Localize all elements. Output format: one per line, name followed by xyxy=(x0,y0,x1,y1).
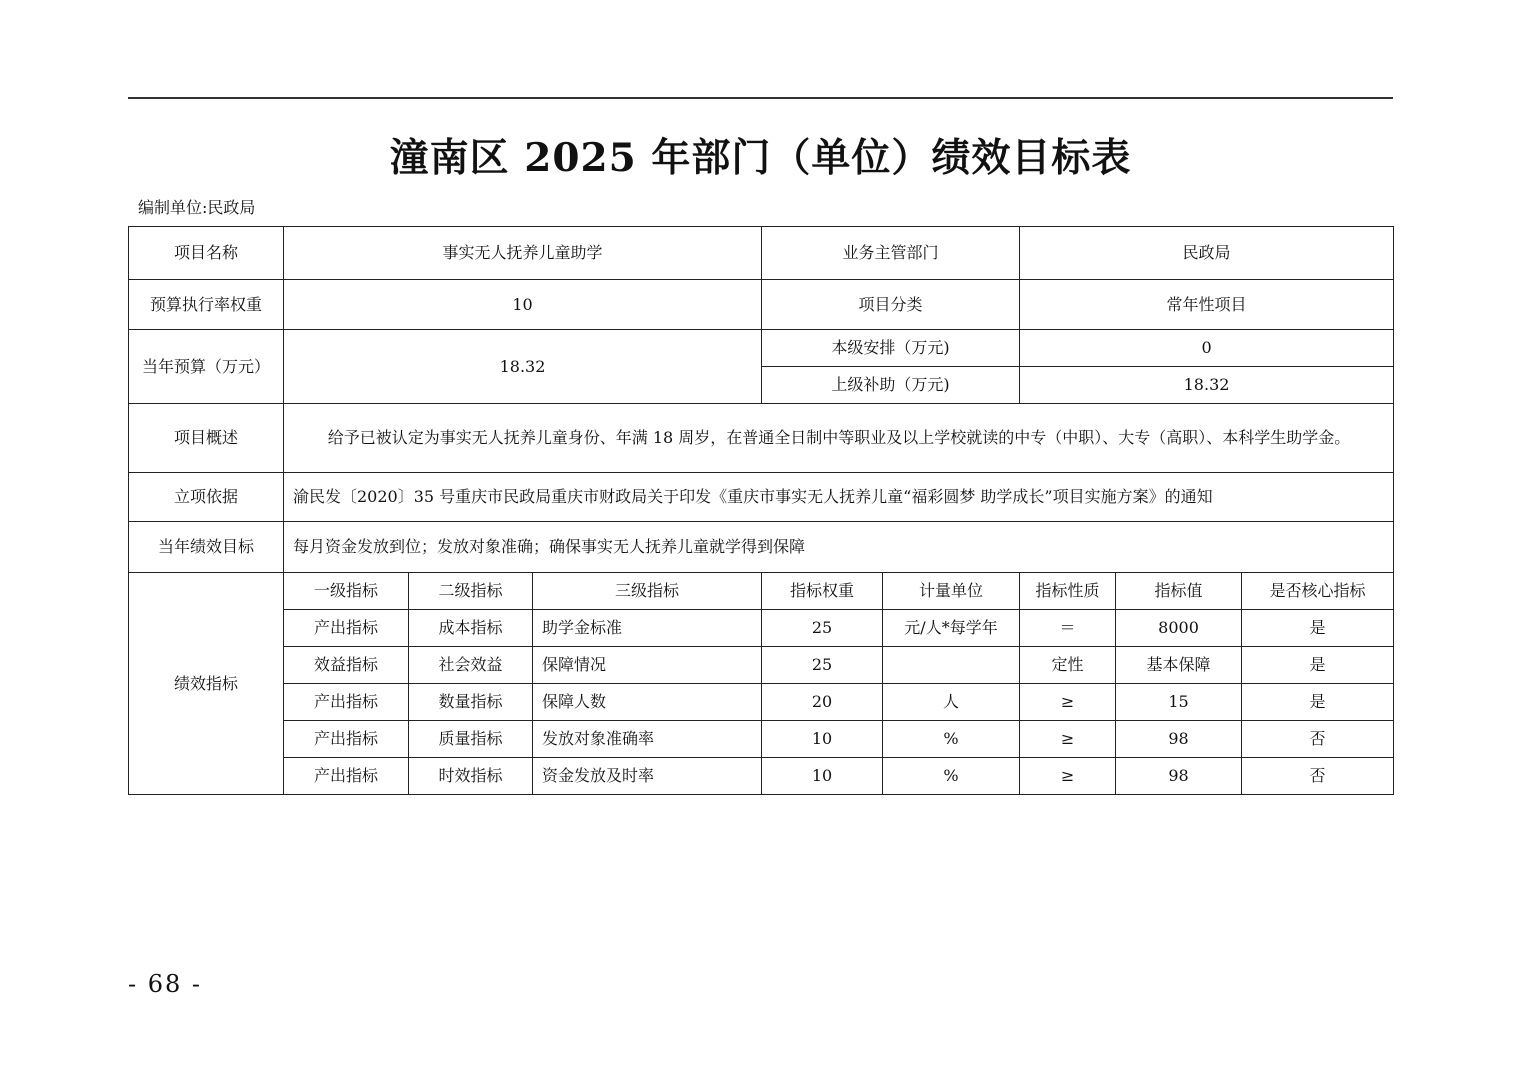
indicator-level2: 成本指标 xyxy=(409,610,533,647)
indicator-weight: 20 xyxy=(762,684,883,721)
upper-budget-label: 上级补助（万元) xyxy=(762,367,1020,404)
indicator-unit: % xyxy=(883,758,1020,795)
indicator-weight: 10 xyxy=(762,721,883,758)
goal-value: 每月资金发放到位；发放对象准确；确保事实无人抚养儿童就学得到保障 xyxy=(284,522,1394,573)
indicator-header-row xyxy=(129,573,1394,610)
indicator-nature: ≥ xyxy=(1020,758,1116,795)
project-name-value: 事实无人抚养儿童助学 xyxy=(284,227,762,280)
indicator-level1: 产出指标 xyxy=(284,610,409,647)
budget-value: 18.32 xyxy=(284,330,762,404)
header-core: 是否核心指标 xyxy=(1242,573,1394,610)
header-level2: 二级指标 xyxy=(409,573,533,610)
indicator-value: 98 xyxy=(1116,758,1242,795)
header-nature: 指标性质 xyxy=(1020,573,1116,610)
dept-label: 业务主管部门 xyxy=(762,227,1020,280)
header-unit: 计量单位 xyxy=(883,573,1020,610)
indicator-level3: 保障情况 xyxy=(533,647,762,684)
header-level3: 三级指标 xyxy=(533,573,762,610)
indicator-unit: 元/人*每学年 xyxy=(883,610,1020,647)
weight-value: 10 xyxy=(284,280,762,330)
indicator-level3: 助学金标准 xyxy=(533,610,762,647)
indicator-level2: 质量指标 xyxy=(409,721,533,758)
indicator-level3: 资金发放及时率 xyxy=(533,758,762,795)
indicator-level3: 发放对象准确率 xyxy=(533,721,762,758)
indicator-core: 否 xyxy=(1242,758,1394,795)
indicator-level3: 保障人数 xyxy=(533,684,762,721)
page-title: 潼南区 2025 年部门（单位）绩效目标表 xyxy=(389,135,1132,181)
row-budget-local xyxy=(129,330,1394,367)
local-budget-label: 本级安排（万元) xyxy=(762,330,1020,367)
indicator-level1: 产出指标 xyxy=(284,758,409,795)
indicator-weight: 10 xyxy=(762,758,883,795)
indicator-level1: 效益指标 xyxy=(284,647,409,684)
category-label: 项目分类 xyxy=(762,280,1020,330)
indicator-level1: 产出指标 xyxy=(284,684,409,721)
indicator-row xyxy=(129,610,1394,647)
summary-value: 给予已被认定为事实无人抚养儿童身份、年满 18 周岁，在普通全日制中等职业及以上学校就读的中专（中职）、大专（高职）、本科学生助学金。 xyxy=(284,404,1394,473)
indicator-nature: ＝ xyxy=(1020,610,1116,647)
indicators-section-label: 绩效指标 xyxy=(129,573,284,795)
indicator-row xyxy=(129,758,1394,795)
indicator-core: 是 xyxy=(1242,647,1394,684)
indicator-core: 否 xyxy=(1242,721,1394,758)
basis-value: 渝民发〔2020〕35 号重庆市民政局重庆市财政局关于印发《重庆市事实无人抚养儿童“福彩圆梦 助学成长”项目实施方案》的通知 xyxy=(284,473,1394,522)
indicator-row xyxy=(129,647,1394,684)
dept-value: 民政局 xyxy=(1020,227,1394,280)
indicator-value: 15 xyxy=(1116,684,1242,721)
weight-label: 预算执行率权重 xyxy=(129,280,284,330)
indicator-weight: 25 xyxy=(762,647,883,684)
indicator-row xyxy=(129,684,1394,721)
indicator-level1: 产出指标 xyxy=(284,721,409,758)
indicator-value: 98 xyxy=(1116,721,1242,758)
row-basis xyxy=(129,473,1394,522)
page-number: - 68 - xyxy=(128,970,203,998)
goal-label: 当年绩效目标 xyxy=(129,522,284,573)
row-summary xyxy=(129,404,1394,473)
basis-label: 立项依据 xyxy=(129,473,284,522)
indicator-level2: 数量指标 xyxy=(409,684,533,721)
indicator-nature: ≥ xyxy=(1020,721,1116,758)
indicator-unit xyxy=(883,647,1020,684)
indicator-unit: % xyxy=(883,721,1020,758)
summary-label: 项目概述 xyxy=(129,404,284,473)
indicator-level2: 社会效益 xyxy=(409,647,533,684)
indicator-nature: 定性 xyxy=(1020,647,1116,684)
category-value: 常年性项目 xyxy=(1020,280,1394,330)
compiling-unit-label: 编制单位:民政局 xyxy=(138,198,256,217)
top-rule xyxy=(128,97,1393,99)
indicator-value: 8000 xyxy=(1116,610,1242,647)
indicator-weight: 25 xyxy=(762,610,883,647)
row-weight xyxy=(129,280,1394,330)
indicator-nature: ≥ xyxy=(1020,684,1116,721)
indicator-level2: 时效指标 xyxy=(409,758,533,795)
budget-label: 当年预算（万元） xyxy=(129,330,284,404)
header-weight: 指标权重 xyxy=(762,573,883,610)
indicator-core: 是 xyxy=(1242,684,1394,721)
indicator-row xyxy=(129,721,1394,758)
row-project-name xyxy=(129,227,1394,280)
local-budget-value: 0 xyxy=(1020,330,1394,367)
indicator-unit: 人 xyxy=(883,684,1020,721)
header-value: 指标值 xyxy=(1116,573,1242,610)
indicator-value: 基本保障 xyxy=(1116,647,1242,684)
row-goal xyxy=(129,522,1394,573)
upper-budget-value: 18.32 xyxy=(1020,367,1394,404)
indicator-core: 是 xyxy=(1242,610,1394,647)
header-level1: 一级指标 xyxy=(284,573,409,610)
performance-target-table xyxy=(128,226,1394,795)
project-name-label: 项目名称 xyxy=(129,227,284,280)
